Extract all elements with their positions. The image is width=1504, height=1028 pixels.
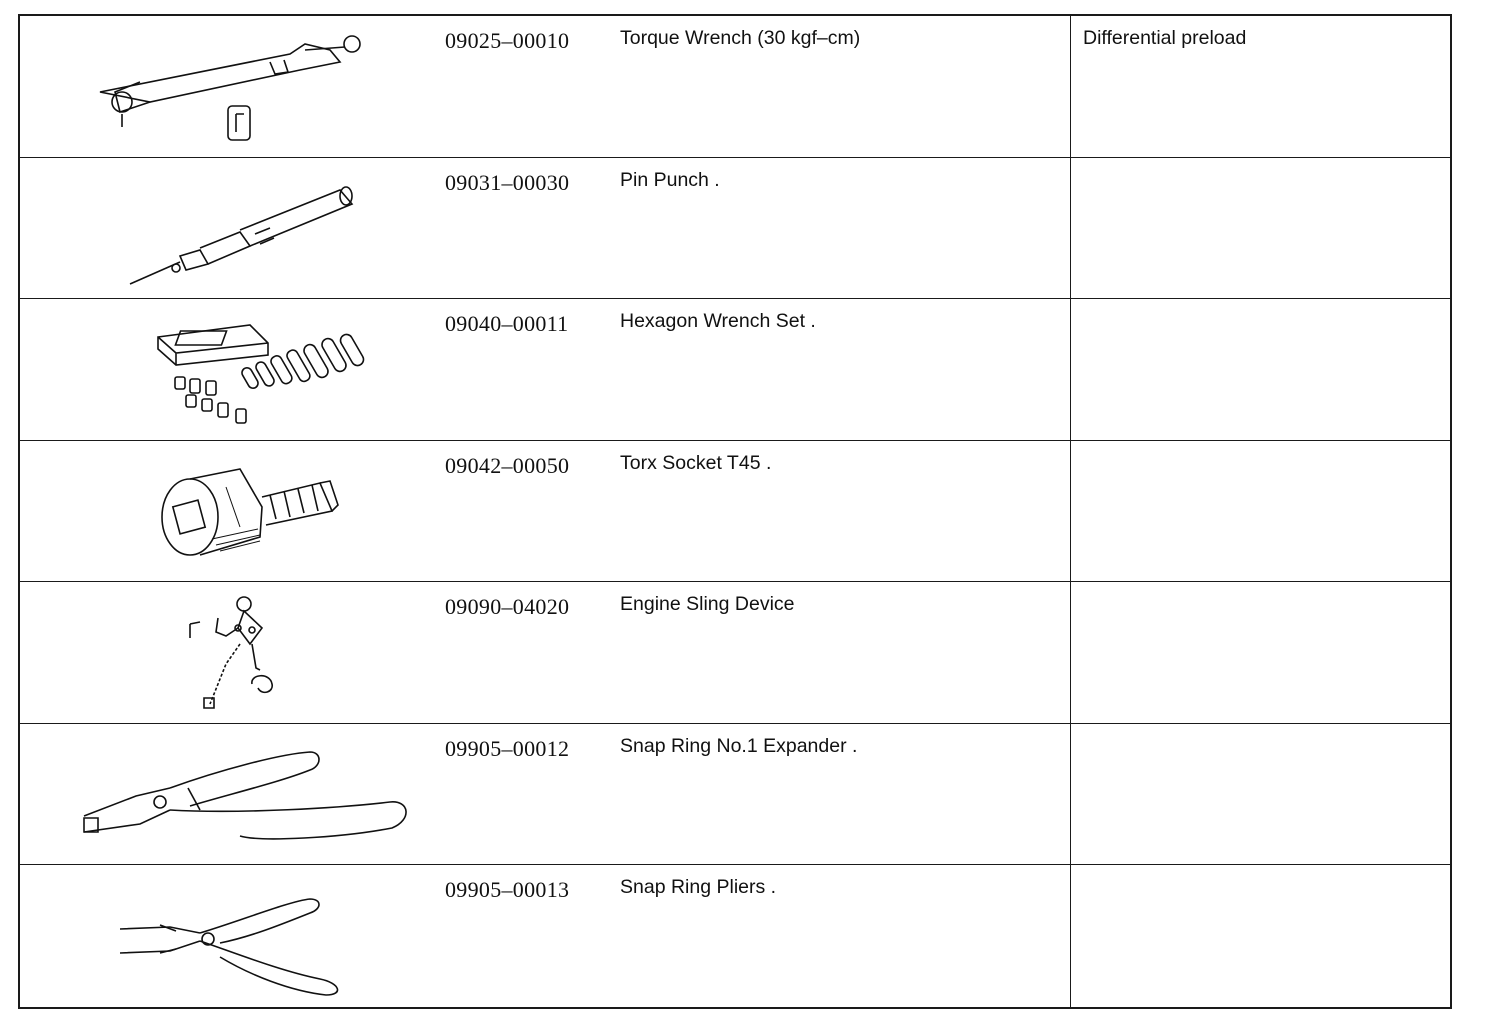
special-tools-table xyxy=(18,14,1452,1009)
part-number: 09090–04020 xyxy=(445,594,570,619)
torx-socket-icon xyxy=(40,447,430,575)
column-divider xyxy=(1070,865,1071,1007)
table-row xyxy=(20,441,1450,583)
part-number: 09040–00011 xyxy=(445,311,569,336)
table-row xyxy=(20,582,1450,724)
tool-name: Torque Wrench (30 kgf–cm) xyxy=(620,27,861,49)
column-divider xyxy=(1070,582,1071,723)
part-number: 09905–00013 xyxy=(445,877,570,902)
torque-wrench-icon xyxy=(40,22,430,150)
column-divider xyxy=(1070,724,1071,865)
hexagon-wrench-set-icon xyxy=(40,305,430,433)
usage-note: Differential preload xyxy=(1083,27,1247,49)
tool-name: Snap Ring No.1 Expander . xyxy=(620,734,858,757)
tool-name: Pin Punch . xyxy=(620,168,720,191)
part-number: 09025–00010 xyxy=(445,28,570,53)
engine-sling-icon xyxy=(40,588,430,716)
tool-name: Engine Sling Device xyxy=(620,593,795,615)
column-divider xyxy=(1070,441,1071,582)
table-row xyxy=(20,158,1450,300)
table-row xyxy=(20,865,1450,1007)
pin-punch-icon xyxy=(40,164,430,292)
part-number: 09042–00050 xyxy=(445,452,570,478)
column-divider xyxy=(1070,299,1071,440)
tool-name: Hexagon Wrench Set . xyxy=(620,310,816,332)
table-row xyxy=(20,299,1450,441)
table-row xyxy=(20,16,1450,158)
column-divider xyxy=(1070,16,1071,157)
snap-ring-pliers-icon xyxy=(40,871,430,999)
tool-name: Snap Ring Pliers . xyxy=(620,876,777,898)
snap-ring-expander-icon xyxy=(40,730,430,858)
column-divider xyxy=(1070,158,1071,299)
part-number: 09905–00012 xyxy=(445,735,570,761)
table-row xyxy=(20,724,1450,866)
tool-name: Torx Socket T45 . xyxy=(620,451,772,474)
part-number: 09031–00030 xyxy=(445,169,570,195)
